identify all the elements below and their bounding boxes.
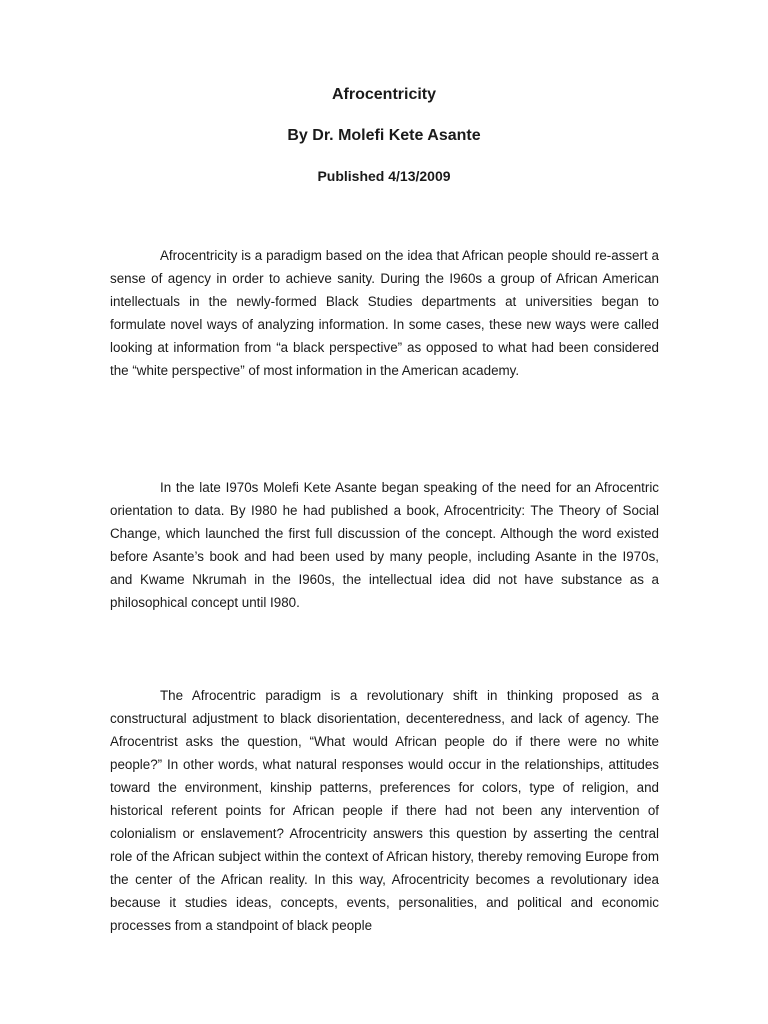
body-paragraph: In the late I970s Molefi Kete Asante began speaking of the need for an Afrocentric orientation to data. By I980 he had published a book, Afrocentricity: The Theory of Social Change, which launched the first full discussion of the concept. Although the word existed before Asante’s book and had been used by many people, including Asante in the I970s, and Kwame Nkrumah in the I960s, the intellectual idea did not have substance as a philosophical concept until I980. <box>110 480 659 610</box>
document-author: By Dr. Molefi Kete Asante <box>287 127 481 144</box>
body-paragraph: Afrocentricity is a paradigm based on the idea that African people should re-assert a sense of agency in order to achieve sanity. During the I960s a group of African American intellectuals in the newly-formed Black Studies departments at universities began to formulate novel ways of analyzing information. In some cases, these new ways were called looking at information from “a black perspective” as opposed to what had been considered the “white perspective” of most information in the American academy. <box>110 248 659 378</box>
body-paragraph: The Afrocentric paradigm is a revolutionary shift in thinking proposed as a constructural adjustment to black disorientation, decenteredness, and lack of agency. The Afrocentrist asks the question, “What would African people do if there were no white people?” In other words, what natural responses would occur in the relationships, attitudes toward the environment, kinship patterns, preferences for colors, type of religion, and historical referent points for African people if there had not been any intervention of colonialism or enslavement? Afrocentricity answers this question by asserting the central role of the African subject within the context of African history, thereby removing Europe from the center of the African reality. In this way, Afrocentricity becomes a revolutionary idea because it studies ideas, concepts, events, personalities, and political and economic processes from a standpoint of black people <box>110 688 659 933</box>
document-title: Afrocentricity <box>331 86 437 103</box>
publish-date: Published 4/13/2009 <box>317 168 451 184</box>
